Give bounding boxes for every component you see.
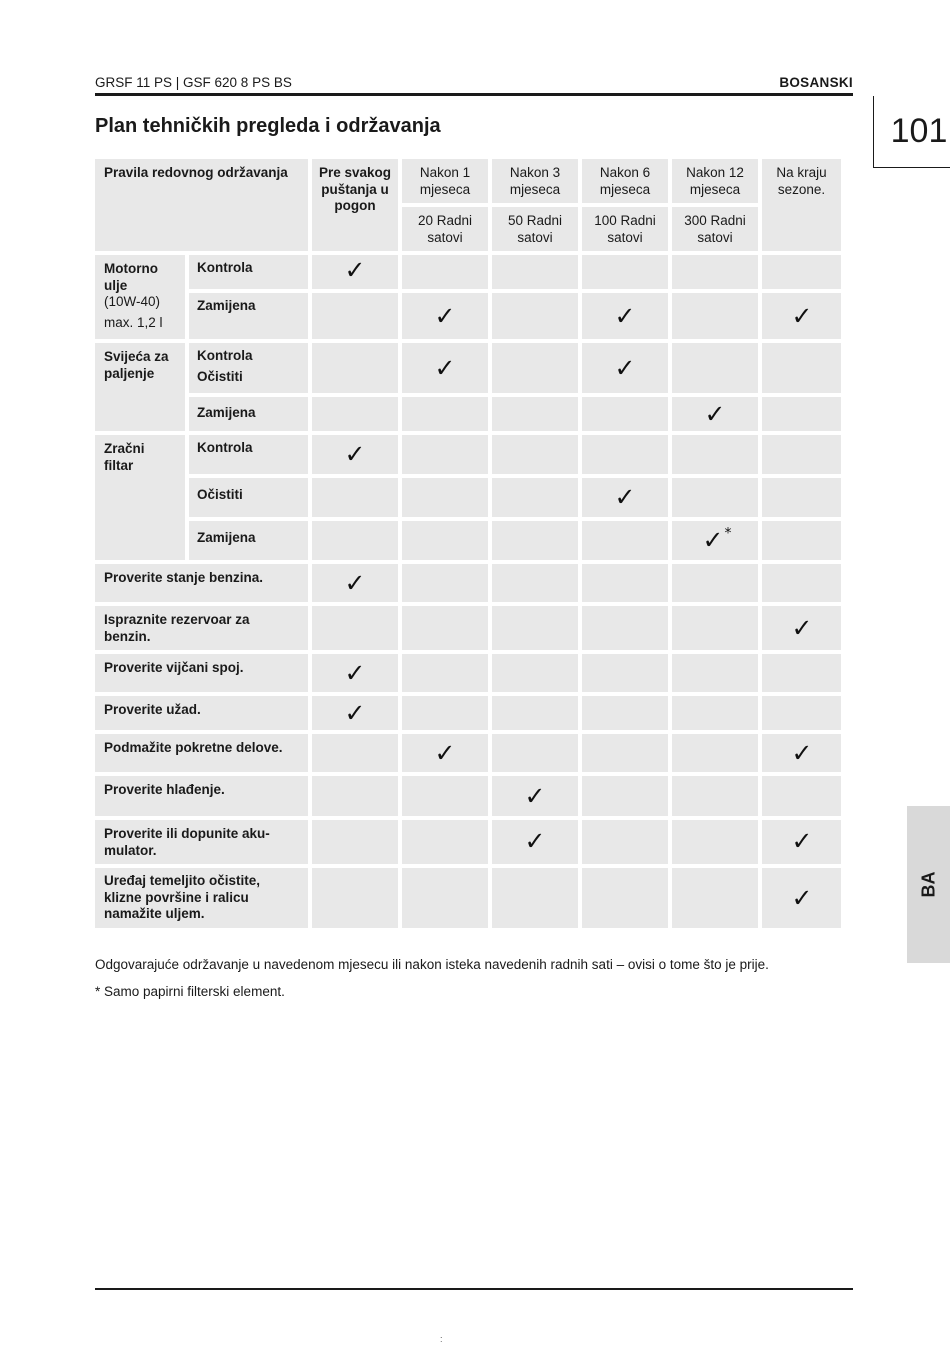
table-cell [582,606,668,650]
check-fuel-pre: ✓ [344,568,366,598]
note-interval: Odgovarajuće održavanje u navedenom mjesecu ili nakon isteka navedenih radnih sati – ovisi o tome što je prije. [95,957,769,972]
engine-oil-amount: max. 1,2 l [104,314,163,330]
table-cell [402,868,488,928]
table-cell [672,435,758,474]
table-cell [582,696,668,730]
table-cell [672,654,758,692]
table-cell [312,343,398,393]
row-screws: Proverite vijčani spoj. [95,654,308,692]
table-cell [312,820,398,864]
row-clean-device: Uređaj temeljito očistite, klizne površine i ralicu namažite uljem. [95,868,308,928]
plug-control-label: Kontrola [197,348,253,363]
header-hours-300: 300 Radni satovi [672,207,758,251]
check-oil-replace-20h: ✓ [434,301,456,331]
page-title: Plan tehničkih pregleda i održavanja [95,115,441,137]
table-cell [312,478,398,517]
row-cooling: Proverite hlađenje. [95,776,308,816]
plug-clean-label: Očistiti [197,368,243,384]
plug-replace-label: Zamijena [189,397,308,431]
group-engine-oil [95,255,185,339]
engine-oil-spec: (10W-40) [104,294,161,309]
filter-replace-label: Zamijena [189,521,308,560]
table-cell [492,868,578,928]
table-cell [492,734,578,772]
table-cell [672,734,758,772]
check-battery-50h: ✓ [524,826,546,856]
table-cell [582,776,668,816]
table-cell [582,255,668,289]
table-cell [402,435,488,474]
header-hours-20: 20 Radni satovi [402,207,488,251]
table-cell [582,734,668,772]
table-cell [762,564,841,602]
table-cell [672,478,758,517]
table-cell [492,293,578,339]
table-cell [402,255,488,289]
header-model: GRSF 11 PS | GSF 620 8 PS BS [95,75,292,90]
table-cell [402,397,488,431]
table-cell [672,696,758,730]
header-hours-50: 50 Radni satovi [492,207,578,251]
table-cell [492,606,578,650]
check-plug-20h: ✓ [434,353,456,383]
table-cell [492,478,578,517]
oil-replace-label: Zamijena [189,293,308,339]
row-battery: Proverite ili dopunite aku- mulator. [95,820,308,864]
table-cell [762,397,841,431]
table-cell [402,654,488,692]
group-spark-plug: Svijeća za paljenje [95,343,185,431]
check-lubricate-season: ✓ [791,738,813,768]
table-cell [312,397,398,431]
table-cell [762,478,841,517]
table-cell [582,654,668,692]
header-pre: Pre svakog puštanja u pogon [312,159,398,251]
row-empty-tank: Ispraznite rezervoar za benzin. [95,606,308,650]
check-filter-replace-300h [702,525,732,555]
table-cell [762,696,841,730]
table-cell [582,521,668,560]
note-asterisk: * Samo papirni filterski element. [95,984,285,999]
table-cell [312,868,398,928]
header-language: BOSANSKI [779,75,853,90]
table-cell [492,435,578,474]
table-cell [672,293,758,339]
table-cell [492,654,578,692]
check-plug-100h: ✓ [614,353,636,383]
table-cell [582,868,668,928]
table-cell [492,521,578,560]
check-filter-clean-100h: ✓ [614,482,636,512]
table-cell [312,776,398,816]
check-oil-replace-season: ✓ [791,301,813,331]
check-symbol: ✓ [702,525,724,555]
check-tank-season: ✓ [791,613,813,643]
table-cell [672,820,758,864]
oil-control-label: Kontrola [189,255,308,289]
header-month-12: Nakon 12 mjeseca [672,159,758,203]
table-cell [402,478,488,517]
table-cell [582,820,668,864]
table-cell [672,255,758,289]
table-cell [312,521,398,560]
table-cell [582,564,668,602]
table-cell [672,868,758,928]
row-rope: Proverite užad. [95,696,308,730]
table-cell [402,521,488,560]
table-cell [672,564,758,602]
check-plug-replace-300h: ✓ [704,399,726,429]
header-hours-100: 100 Radni satovi [582,207,668,251]
table-cell [312,293,398,339]
check-cooling-50h: ✓ [524,781,546,811]
language-tab-label: BA [918,871,938,898]
check-lubricate-20h: ✓ [434,738,456,768]
footer-mark: : [440,1334,443,1344]
table-cell [762,521,841,560]
table-cell [492,564,578,602]
footer-divider [95,1288,853,1290]
table-cell [672,776,758,816]
row-fuel-check: Proverite stanje benzina. [95,564,308,602]
table-cell [312,734,398,772]
header-month-3: Nakon 3 mjeseca [492,159,578,203]
table-cell [762,654,841,692]
table-cell [492,696,578,730]
table-cell [402,564,488,602]
table-cell [402,776,488,816]
table-cell [762,776,841,816]
table-cell [582,397,668,431]
header-divider [95,93,853,96]
asterisk-marker: * [724,525,732,542]
table-cell [402,820,488,864]
table-cell [672,343,758,393]
check-filter-control-pre: ✓ [344,439,366,469]
header-season: Na kraju sezone. [762,159,841,251]
header-month-1: Nakon 1 mjeseca [402,159,488,203]
engine-oil-name: Motorno ulje [104,261,158,293]
check-battery-season: ✓ [791,826,813,856]
check-oil-replace-100h: ✓ [614,301,636,331]
header-rules: Pravila redovnog održavanja [95,159,308,251]
check-screws-pre: ✓ [344,658,366,688]
table-cell [672,606,758,650]
table-cell [762,435,841,474]
check-rope-pre: ✓ [344,698,366,728]
table-cell [762,255,841,289]
table-cell [312,606,398,650]
filter-control-label: Kontrola [189,435,308,474]
table-cell [762,343,841,393]
filter-clean-label: Očistiti [189,478,308,517]
table-cell [492,397,578,431]
table-cell [402,696,488,730]
row-lubricate: Podmažite pokretne delove. [95,734,308,772]
check-oil-control-pre: ✓ [344,255,366,285]
table-cell [402,606,488,650]
header-month-6: Nakon 6 mjeseca [582,159,668,203]
table-cell [492,343,578,393]
page-number: 101 [873,96,950,168]
table-cell [582,435,668,474]
plug-control-clean-label [189,343,308,393]
table-cell [492,255,578,289]
language-tab [907,806,950,963]
group-air-filter: Zračni filtar [95,435,185,560]
check-clean-device-season: ✓ [791,883,813,913]
